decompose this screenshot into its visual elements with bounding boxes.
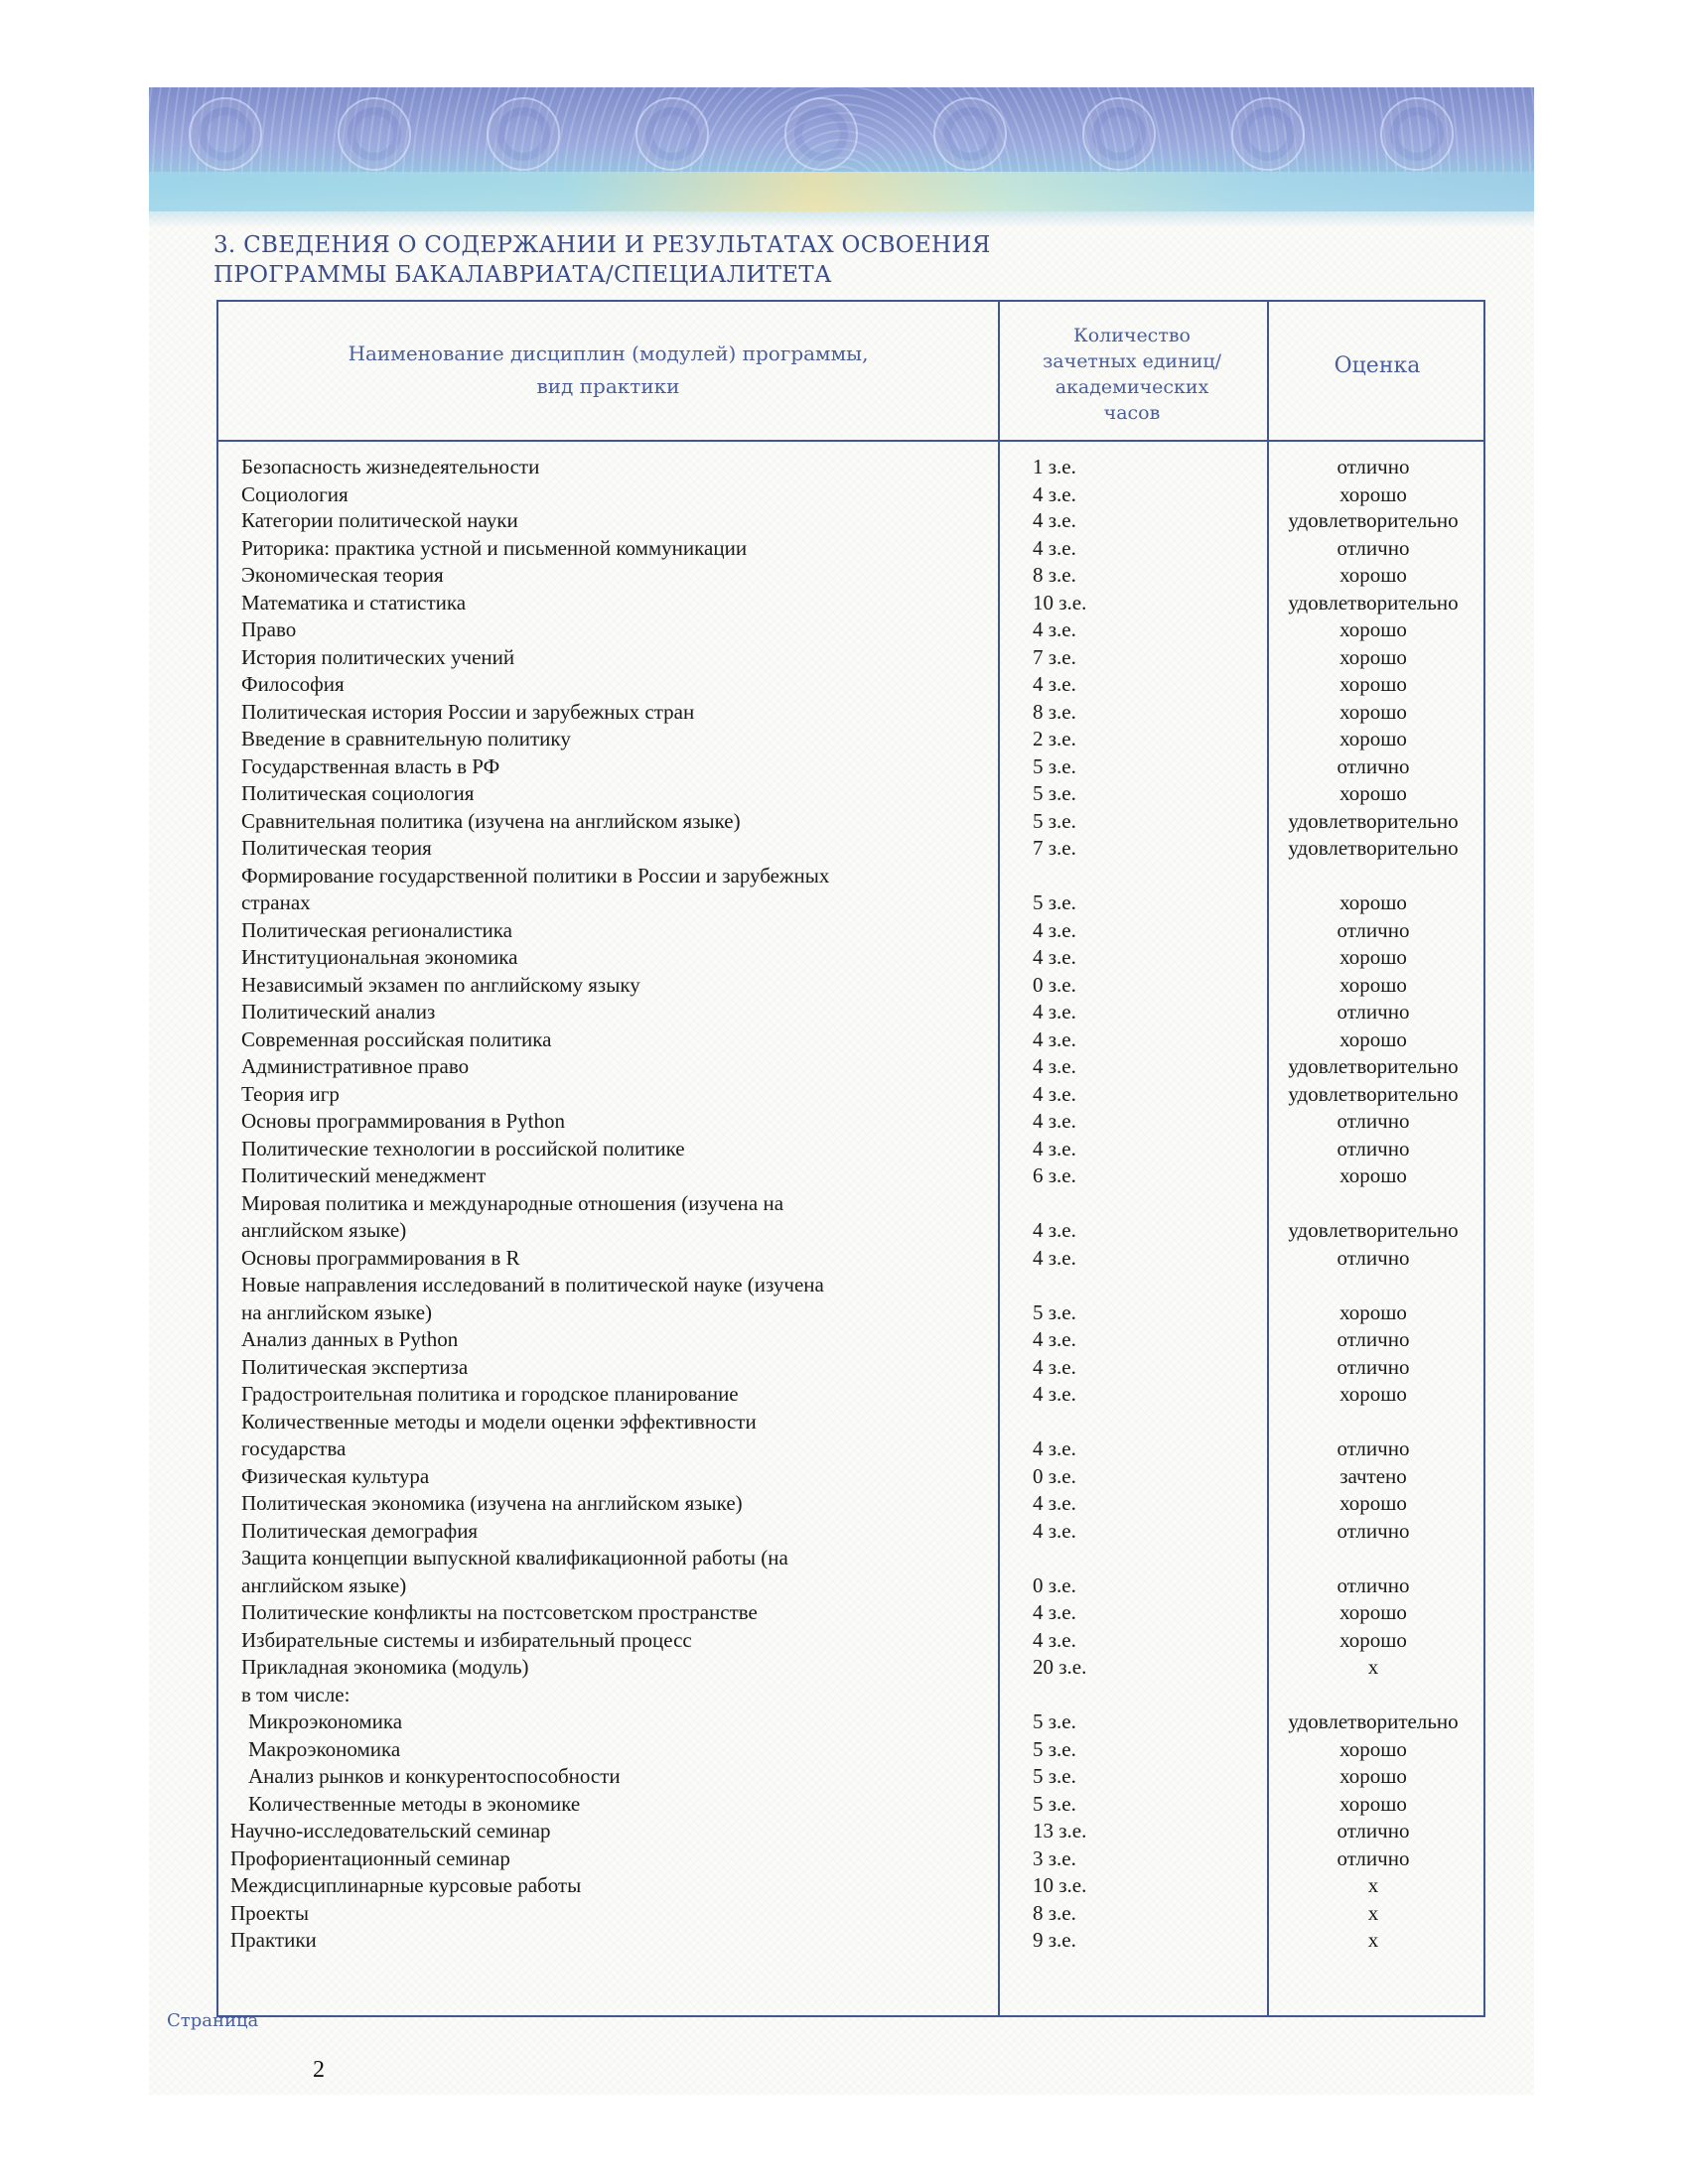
discipline-name: Политический менеджмент bbox=[241, 1163, 487, 1187]
grade-value: х bbox=[1367, 1901, 1379, 1925]
discipline-name: Политическая регионалистика bbox=[241, 918, 512, 942]
table-row bbox=[0, 1054, 1688, 1082]
credits-value: 4 з.е. bbox=[1033, 1327, 1076, 1351]
table-row bbox=[0, 1027, 1688, 1055]
credits-value: 4 з.е. bbox=[1033, 1519, 1076, 1543]
grade-value: отлично bbox=[1336, 1327, 1410, 1351]
header-credits-line4: часов bbox=[1103, 402, 1161, 424]
discipline-name: странах bbox=[241, 890, 311, 914]
table-row bbox=[0, 1546, 1688, 1573]
credits-value: 4 з.е. bbox=[1033, 617, 1076, 641]
grade-value: хорошо bbox=[1339, 645, 1407, 669]
discipline-name: Введение в сравнительную политику bbox=[241, 727, 571, 751]
credits-value: 4 з.е. bbox=[1033, 1491, 1076, 1515]
grade-value: отлично bbox=[1336, 1246, 1410, 1270]
grade-value: отлично bbox=[1336, 536, 1410, 560]
table-row bbox=[0, 563, 1688, 591]
table-row bbox=[0, 1382, 1688, 1410]
grade-value: хорошо bbox=[1339, 727, 1407, 751]
credits-value: 3 з.е. bbox=[1033, 1846, 1076, 1870]
grade-value: хорошо bbox=[1339, 945, 1407, 969]
table-row bbox=[0, 455, 1688, 482]
discipline-name: Категории политической науки bbox=[241, 508, 518, 532]
grade-value: удовлетворительно bbox=[1288, 1709, 1459, 1733]
discipline-name: Экономическая теория bbox=[241, 563, 444, 587]
credits-value: 4 з.е. bbox=[1033, 536, 1076, 560]
header-credits-line2: зачетных единиц/ bbox=[1042, 350, 1222, 372]
credits-value: 5 з.е. bbox=[1033, 1709, 1076, 1733]
credits-value: 1 з.е. bbox=[1033, 455, 1076, 478]
discipline-name: Научно-исследовательский семинар bbox=[230, 1819, 551, 1843]
table-row bbox=[0, 1163, 1688, 1191]
header-grade-label: Оценка bbox=[1334, 353, 1421, 378]
table-row bbox=[0, 918, 1688, 946]
table-row bbox=[0, 1628, 1688, 1656]
credits-value: 7 з.е. bbox=[1033, 836, 1076, 860]
grade-value: хорошо bbox=[1339, 1163, 1407, 1187]
credits-value: 13 з.е. bbox=[1033, 1819, 1087, 1843]
table-row bbox=[0, 1846, 1688, 1874]
credits-value: 5 з.е. bbox=[1033, 1764, 1076, 1788]
credits-value: 4 з.е. bbox=[1033, 672, 1076, 696]
table-row bbox=[0, 1218, 1688, 1246]
discipline-name: Государственная власть в РФ bbox=[241, 754, 500, 778]
table-row bbox=[0, 1655, 1688, 1683]
discipline-name: Административное право bbox=[241, 1054, 470, 1078]
table-row bbox=[0, 1491, 1688, 1519]
discipline-name: Анализ рынков и конкурентоспособности bbox=[248, 1764, 621, 1788]
grade-value: отлично bbox=[1336, 754, 1410, 778]
discipline-name: в том числе: bbox=[241, 1683, 351, 1706]
discipline-name: Физическая культура bbox=[241, 1464, 430, 1488]
discipline-name: Философия bbox=[241, 672, 345, 696]
credits-value: 4 з.е. bbox=[1033, 1355, 1076, 1379]
grade-value: хорошо bbox=[1339, 1600, 1407, 1624]
discipline-name: Защита концепции выпускной квалификационной работы (на bbox=[241, 1546, 788, 1570]
grade-value: удовлетворительно bbox=[1288, 1082, 1459, 1106]
discipline-name: Основы программирования в Python bbox=[241, 1109, 566, 1133]
credits-value: 4 з.е. bbox=[1033, 1436, 1076, 1460]
credits-value: 4 з.е. bbox=[1033, 1600, 1076, 1624]
table-row bbox=[0, 973, 1688, 1001]
credits-value: 4 з.е. bbox=[1033, 1082, 1076, 1106]
discipline-name: Математика и статистика bbox=[241, 591, 467, 614]
discipline-name: Политические конфликты на постсоветском пространстве bbox=[241, 1600, 758, 1624]
credits-value: 6 з.е. bbox=[1033, 1163, 1076, 1187]
discipline-name: Практики bbox=[230, 1928, 317, 1952]
discipline-name: Основы программирования в R bbox=[241, 1246, 520, 1270]
table-row bbox=[0, 836, 1688, 864]
discipline-name: Прикладная экономика (модуль) bbox=[241, 1655, 529, 1679]
credits-value: 4 з.е. bbox=[1033, 1382, 1076, 1406]
discipline-name: Риторика: практика устной и письменной коммуникации bbox=[241, 536, 748, 560]
grade-value: отлично bbox=[1336, 1819, 1410, 1843]
discipline-name: Современная российская политика bbox=[241, 1027, 552, 1051]
table-row bbox=[0, 864, 1688, 891]
credits-value: 4 з.е. bbox=[1033, 1628, 1076, 1652]
credits-value: 5 з.е. bbox=[1033, 754, 1076, 778]
grade-value: отлично bbox=[1336, 1137, 1410, 1160]
table-row bbox=[0, 1436, 1688, 1464]
discipline-name: Теория игр bbox=[241, 1082, 340, 1106]
discipline-name: Социология bbox=[241, 482, 349, 506]
grade-value: хорошо bbox=[1339, 700, 1407, 724]
credits-value: 5 з.е. bbox=[1033, 1792, 1076, 1816]
grade-value: отлично bbox=[1336, 1573, 1410, 1597]
credits-value: 0 з.е. bbox=[1033, 1464, 1076, 1488]
table-row bbox=[0, 591, 1688, 618]
grade-value: удовлетворительно bbox=[1288, 1054, 1459, 1078]
table-row bbox=[0, 617, 1688, 645]
table-row bbox=[0, 700, 1688, 728]
grade-value: хорошо bbox=[1339, 1792, 1407, 1816]
discipline-name: Формирование государственной политики в России и зарубежных bbox=[241, 864, 830, 887]
header-credits-line1: Количество bbox=[1073, 325, 1191, 346]
credits-value: 5 з.е. bbox=[1033, 1737, 1076, 1761]
grade-value: хорошо bbox=[1339, 1628, 1407, 1652]
grade-value: зачтено bbox=[1339, 1464, 1407, 1488]
discipline-name: на английском языке) bbox=[241, 1300, 433, 1324]
table-row bbox=[0, 1246, 1688, 1274]
table-row bbox=[0, 1000, 1688, 1027]
discipline-name: Количественные методы в экономике bbox=[248, 1792, 581, 1816]
table-row bbox=[0, 1464, 1688, 1492]
discipline-name: Независимый экзамен по английскому языку bbox=[241, 973, 640, 997]
discipline-name: Междисциплинарные курсовые работы bbox=[230, 1873, 582, 1897]
discipline-name: Мировая политика и международные отношения (изучена на bbox=[241, 1191, 784, 1215]
discipline-name: Политические технологии в российской политике bbox=[241, 1137, 685, 1160]
discipline-name: Политический анализ bbox=[241, 1000, 436, 1024]
credits-value: 4 з.е. bbox=[1033, 508, 1076, 532]
credits-value: 5 з.е. bbox=[1033, 890, 1076, 914]
discipline-name: Макроэкономика bbox=[248, 1737, 401, 1761]
table-row bbox=[0, 1109, 1688, 1137]
grade-value: хорошо bbox=[1339, 1300, 1407, 1324]
table-row bbox=[0, 1519, 1688, 1547]
table-row bbox=[0, 1709, 1688, 1737]
credits-value: 20 з.е. bbox=[1033, 1655, 1087, 1679]
grade-value: хорошо bbox=[1339, 482, 1407, 506]
grade-value: хорошо bbox=[1339, 1737, 1407, 1761]
credits-value: 7 з.е. bbox=[1033, 645, 1076, 669]
header-credits-line3: академических bbox=[1055, 376, 1209, 398]
grade-value: хорошо bbox=[1339, 617, 1407, 641]
discipline-name: Количественные методы и модели оценки эффективности bbox=[241, 1410, 757, 1433]
table-row bbox=[0, 1901, 1688, 1929]
discipline-name: Политическая теория bbox=[241, 836, 432, 860]
table-row bbox=[0, 645, 1688, 673]
grade-value: отлично bbox=[1336, 1846, 1410, 1870]
discipline-name: Анализ данных в Python bbox=[241, 1327, 459, 1351]
discipline-name: История политических учений bbox=[241, 645, 515, 669]
discipline-name: английском языке) bbox=[241, 1218, 407, 1242]
discipline-name: Политическая экономика (изучена на английском языке) bbox=[241, 1491, 743, 1515]
credits-value: 10 з.е. bbox=[1033, 1873, 1087, 1897]
grade-value: х bbox=[1367, 1655, 1379, 1679]
discipline-name: государства bbox=[241, 1436, 347, 1460]
grade-value: хорошо bbox=[1339, 672, 1407, 696]
grade-value: удовлетворительно bbox=[1288, 591, 1459, 614]
table-row bbox=[0, 1300, 1688, 1328]
table-row bbox=[0, 1355, 1688, 1383]
page-label: Страница bbox=[167, 2010, 259, 2031]
table-row bbox=[0, 1819, 1688, 1846]
table-row bbox=[0, 1137, 1688, 1164]
credits-value: 5 з.е. bbox=[1033, 809, 1076, 833]
table-row bbox=[0, 1764, 1688, 1792]
credits-value: 4 з.е. bbox=[1033, 945, 1076, 969]
credits-value: 4 з.е. bbox=[1033, 1109, 1076, 1133]
grade-value: х bbox=[1367, 1873, 1379, 1897]
grade-value: отлично bbox=[1336, 1109, 1410, 1133]
grade-value: удовлетворительно bbox=[1288, 809, 1459, 833]
discipline-name: Политическая демография bbox=[241, 1519, 479, 1543]
grade-value: отлично bbox=[1336, 1355, 1410, 1379]
table-row bbox=[0, 945, 1688, 973]
table-row bbox=[0, 536, 1688, 564]
credits-value: 4 з.е. bbox=[1033, 1027, 1076, 1051]
credits-value: 8 з.е. bbox=[1033, 700, 1076, 724]
credits-value: 4 з.е. bbox=[1033, 1137, 1076, 1160]
discipline-name: Право bbox=[241, 617, 297, 641]
credits-value: 5 з.е. bbox=[1033, 781, 1076, 805]
grade-value: отлично bbox=[1336, 1000, 1410, 1024]
discipline-name: Институциональная экономика bbox=[241, 945, 518, 969]
discipline-name: Микроэкономика bbox=[248, 1709, 403, 1733]
credits-value: 4 з.е. bbox=[1033, 1218, 1076, 1242]
grade-value: отлично bbox=[1336, 918, 1410, 942]
table-row bbox=[0, 1683, 1688, 1710]
table-row bbox=[0, 1191, 1688, 1219]
table-row bbox=[0, 890, 1688, 918]
credits-value: 5 з.е. bbox=[1033, 1300, 1076, 1324]
credits-value: 0 з.е. bbox=[1033, 1573, 1076, 1597]
credits-value: 4 з.е. bbox=[1033, 1246, 1076, 1270]
discipline-name: Проекты bbox=[230, 1901, 309, 1925]
table-row bbox=[0, 1600, 1688, 1628]
discipline-name: Новые направления исследований в политической науке (изучена bbox=[241, 1273, 824, 1297]
table-row bbox=[0, 781, 1688, 809]
table-row bbox=[0, 1573, 1688, 1601]
table-row bbox=[0, 754, 1688, 782]
grade-value: удовлетворительно bbox=[1288, 1218, 1459, 1242]
grade-value: хорошо bbox=[1339, 781, 1407, 805]
table-row bbox=[0, 1792, 1688, 1820]
grade-value: хорошо bbox=[1339, 1764, 1407, 1788]
table-row bbox=[0, 482, 1688, 510]
grade-value: отлично bbox=[1336, 1519, 1410, 1543]
table-row bbox=[0, 1410, 1688, 1437]
discipline-name: Безопасность жизнедеятельности bbox=[241, 455, 540, 478]
credits-value: 10 з.е. bbox=[1033, 591, 1087, 614]
credits-value: 9 з.е. bbox=[1033, 1928, 1076, 1952]
table-row bbox=[0, 809, 1688, 837]
credits-value: 8 з.е. bbox=[1033, 563, 1076, 587]
grade-value: отлично bbox=[1336, 1436, 1410, 1460]
credits-value: 8 з.е. bbox=[1033, 1901, 1076, 1925]
grade-value: хорошо bbox=[1339, 563, 1407, 587]
table-row bbox=[0, 1737, 1688, 1765]
discipline-name: Политическая социология bbox=[241, 781, 475, 805]
table-row bbox=[0, 672, 1688, 700]
discipline-name: Избирательные системы и избирательный процесс bbox=[241, 1628, 692, 1652]
table-row bbox=[0, 508, 1688, 536]
section-heading-line1: 3. СВЕДЕНИЯ О СОДЕРЖАНИИ И РЕЗУЛЬТАТАХ ОСВОЕНИЯ bbox=[213, 232, 991, 258]
header-name-line2: вид практики bbox=[536, 374, 680, 398]
discipline-name: Градостроительная политика и городское планирование bbox=[241, 1382, 739, 1406]
grade-value: отлично bbox=[1336, 455, 1410, 478]
credits-value: 4 з.е. bbox=[1033, 918, 1076, 942]
grade-value: хорошо bbox=[1339, 890, 1407, 914]
credits-value: 4 з.е. bbox=[1033, 1000, 1076, 1024]
table-row bbox=[0, 1327, 1688, 1355]
grade-value: х bbox=[1367, 1928, 1379, 1952]
credits-value: 0 з.е. bbox=[1033, 973, 1076, 997]
table-row bbox=[0, 1082, 1688, 1110]
grade-value: удовлетворительно bbox=[1288, 836, 1459, 860]
grade-value: хорошо bbox=[1339, 1382, 1407, 1406]
grade-value: хорошо bbox=[1339, 973, 1407, 997]
table-row bbox=[0, 1928, 1688, 1956]
header-name-line1: Наименование дисциплин (модулей) программы, bbox=[348, 341, 869, 365]
discipline-name: Сравнительная политика (изучена на английском языке) bbox=[241, 809, 741, 833]
grade-value: хорошо bbox=[1339, 1027, 1407, 1051]
grade-value: хорошо bbox=[1339, 1491, 1407, 1515]
credits-value: 4 з.е. bbox=[1033, 1054, 1076, 1078]
page-number: 2 bbox=[313, 2057, 325, 2083]
discipline-name: английском языке) bbox=[241, 1573, 407, 1597]
table-row bbox=[0, 727, 1688, 754]
section-heading-line2: ПРОГРАММЫ БАКАЛАВРИАТА/СПЕЦИАЛИТЕТА bbox=[213, 262, 832, 288]
grade-value: удовлетворительно bbox=[1288, 508, 1459, 532]
discipline-name: Профориентационный семинар bbox=[230, 1846, 510, 1870]
table-row bbox=[0, 1873, 1688, 1901]
table-row bbox=[0, 1273, 1688, 1300]
discipline-name: Политическая история России и зарубежных стран bbox=[241, 700, 695, 724]
discipline-name: Политическая экспертиза bbox=[241, 1355, 469, 1379]
credits-value: 2 з.е. bbox=[1033, 727, 1076, 751]
credits-value: 4 з.е. bbox=[1033, 482, 1076, 506]
